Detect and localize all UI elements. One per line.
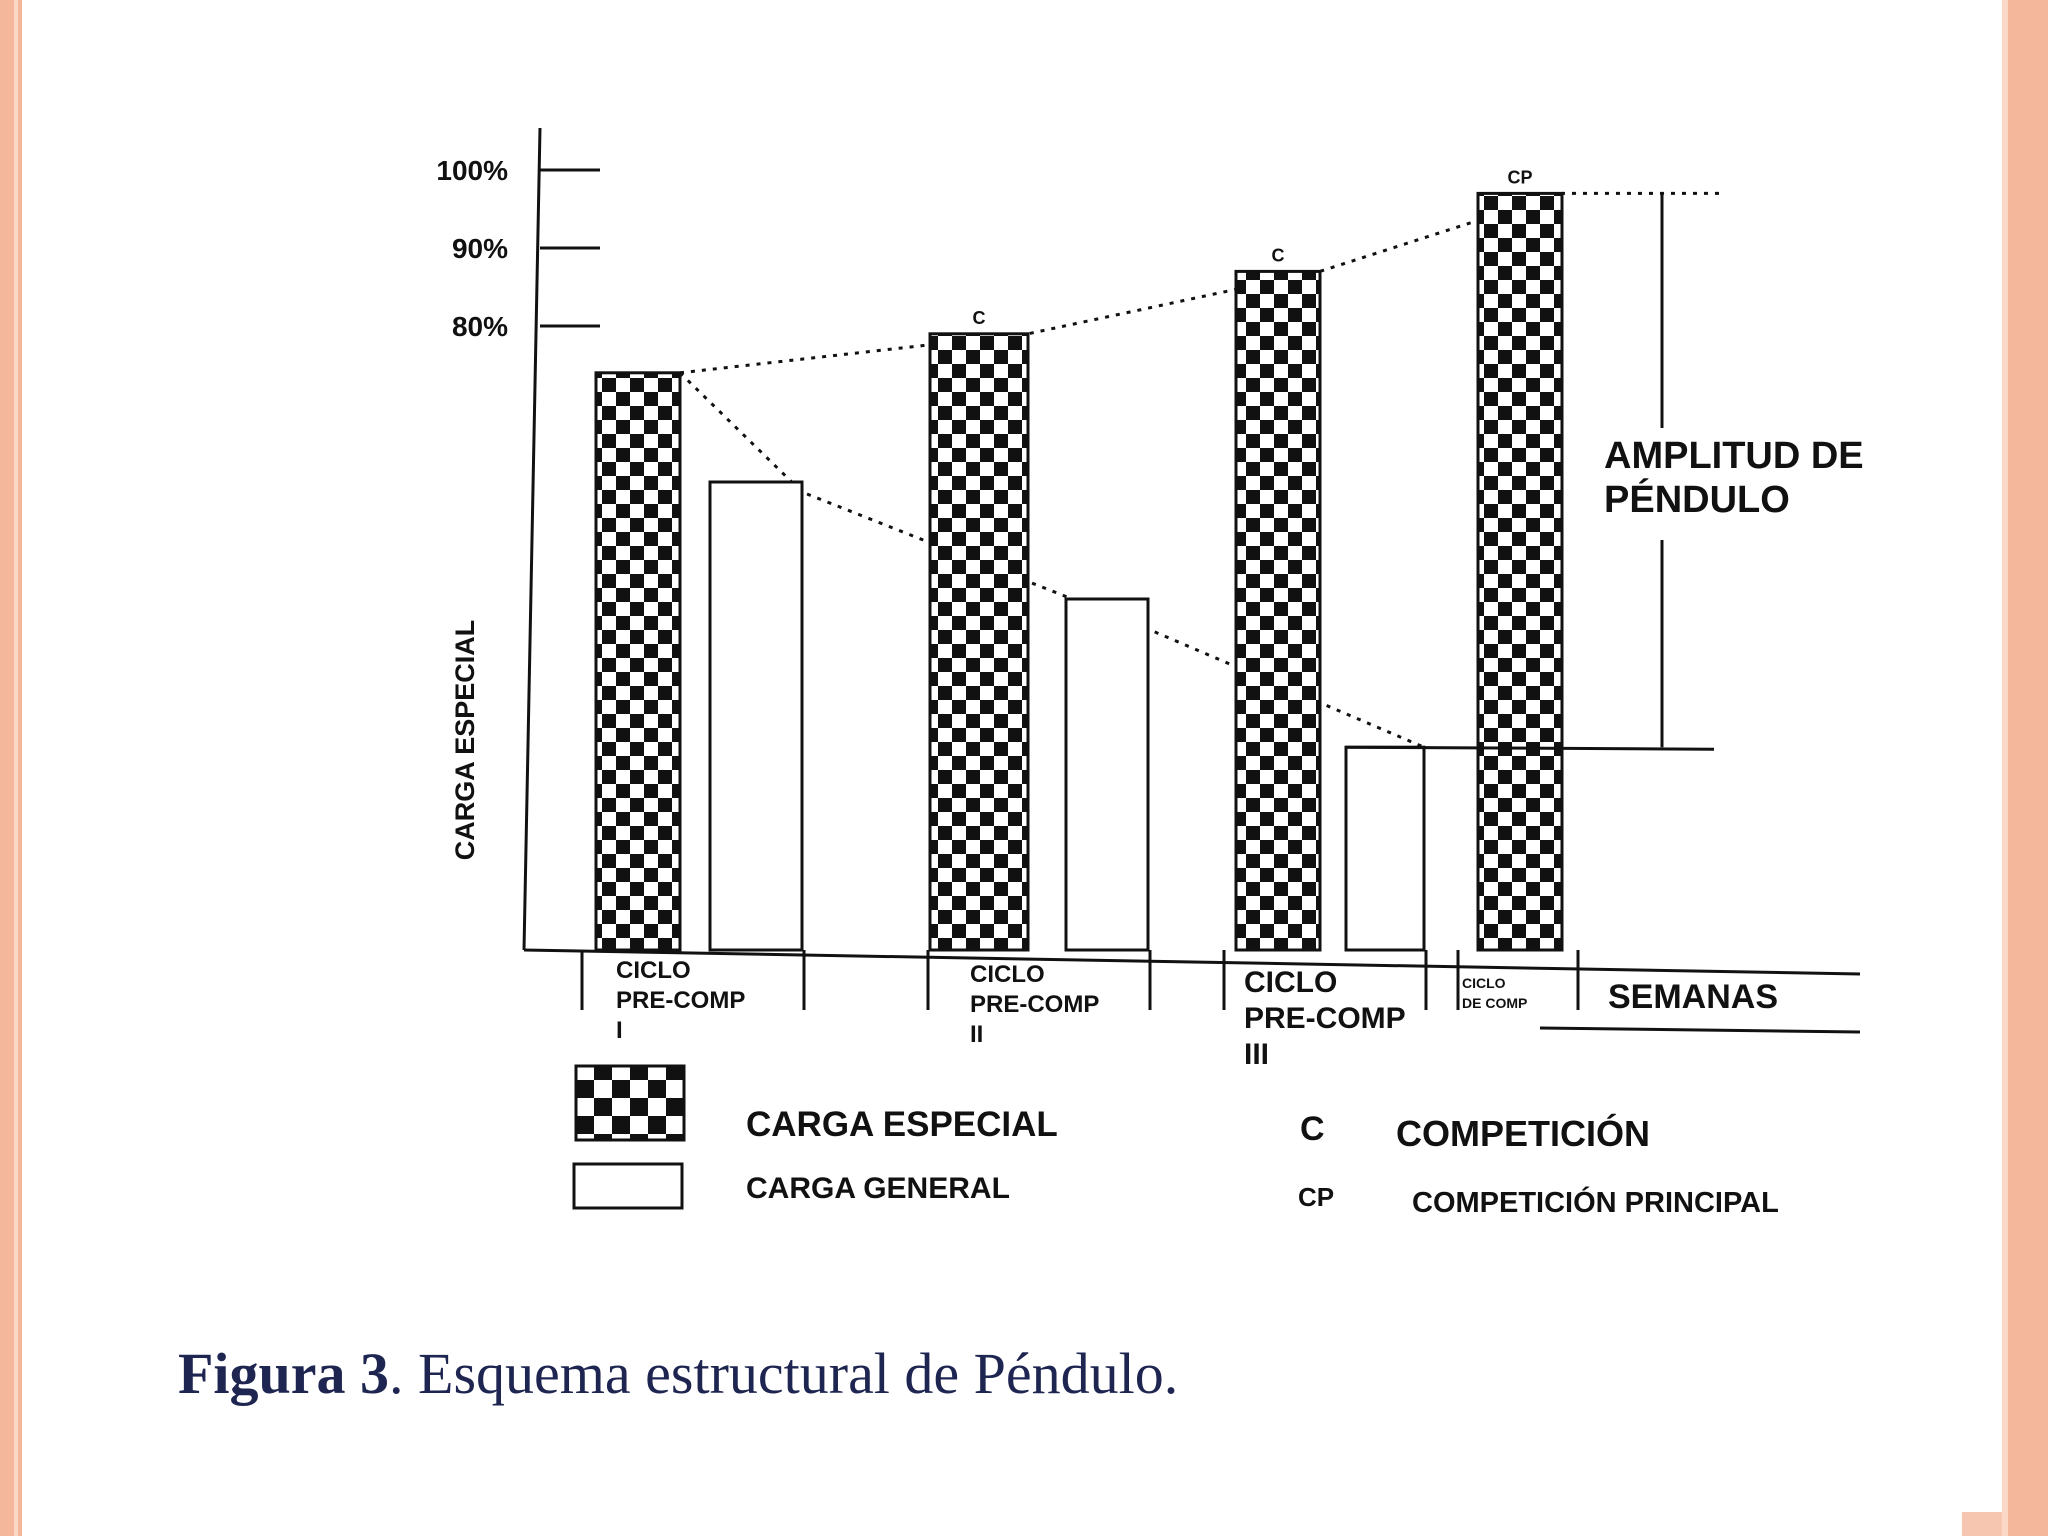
- y-axis-label: CARGA ESPECIAL: [450, 619, 480, 861]
- bar-marker-label: C: [972, 307, 986, 328]
- bar-carga-especial: [930, 334, 1028, 950]
- category-label-line: PRE-COMP: [1244, 1002, 1406, 1035]
- bar-marker-label: C: [1271, 245, 1285, 266]
- x-axis-label: SEMANAS: [1608, 978, 1779, 1016]
- bar-carga-especial: [1236, 271, 1320, 950]
- category-label-line: CICLO: [1462, 975, 1506, 991]
- caption-text: . Esquema estructural de Péndulo.: [389, 1341, 1179, 1406]
- figure-caption: [178, 1340, 1178, 1407]
- y-tick-label: 90%: [451, 233, 508, 264]
- category-label-line: CICLO: [1244, 966, 1338, 999]
- bar-carga-general: [710, 482, 802, 950]
- category-label-line: PRE-COMP: [970, 991, 1100, 1018]
- category-label-line: III: [1244, 1038, 1270, 1071]
- y-tick-label: 80%: [451, 311, 508, 342]
- amplitude-baseline: [1346, 747, 1714, 749]
- y-axis: [524, 128, 540, 950]
- category-label-line: CICLO: [970, 961, 1045, 988]
- category-label-line: PRE-COMP: [616, 987, 746, 1014]
- y-ticks: [436, 155, 600, 342]
- trend-line-upper: [680, 193, 1720, 372]
- category-label-line: CICLO: [616, 957, 691, 984]
- legend-label-carga-general: CARGA GENERAL: [746, 1172, 1010, 1205]
- legend: [574, 1066, 1779, 1219]
- amplitude-annotation: [1346, 193, 1864, 749]
- caption-figure-number: Figura 3: [178, 1341, 390, 1406]
- bar-marker-label: CP: [1507, 167, 1533, 188]
- legend-code-c: C: [1300, 1110, 1325, 1148]
- category-label-line: DE COMP: [1462, 995, 1528, 1011]
- bar-carga-general: [1066, 599, 1148, 950]
- bar-carga-general: [1346, 747, 1424, 950]
- y-tick-label: 100%: [436, 155, 508, 186]
- bars: [596, 167, 1562, 950]
- legend-swatch-checkered: [576, 1066, 684, 1140]
- legend-code-cp: CP: [1298, 1182, 1335, 1212]
- legend-swatch-empty: [574, 1164, 682, 1208]
- category-label-line: I: [616, 1017, 623, 1044]
- pendulum-trend-lines: [680, 193, 1720, 747]
- amplitude-label-line: AMPLITUD DE: [1604, 435, 1864, 477]
- bar-carga-especial: [1478, 193, 1562, 950]
- bar-carga-especial: [596, 373, 680, 950]
- x-axis: [524, 950, 1860, 974]
- category-label-line: II: [970, 1021, 984, 1048]
- legend-label-competicion-principal: COMPETICIÓN PRINCIPAL: [1412, 1187, 1779, 1219]
- legend-label-carga-especial: CARGA ESPECIAL: [746, 1105, 1058, 1144]
- amplitude-label-line: PÉNDULO: [1604, 479, 1790, 521]
- category-labels: [582, 950, 1578, 1071]
- legend-label-competicion: COMPETICIÓN: [1396, 1113, 1651, 1154]
- x-axis-lower-line: [1540, 1028, 1860, 1032]
